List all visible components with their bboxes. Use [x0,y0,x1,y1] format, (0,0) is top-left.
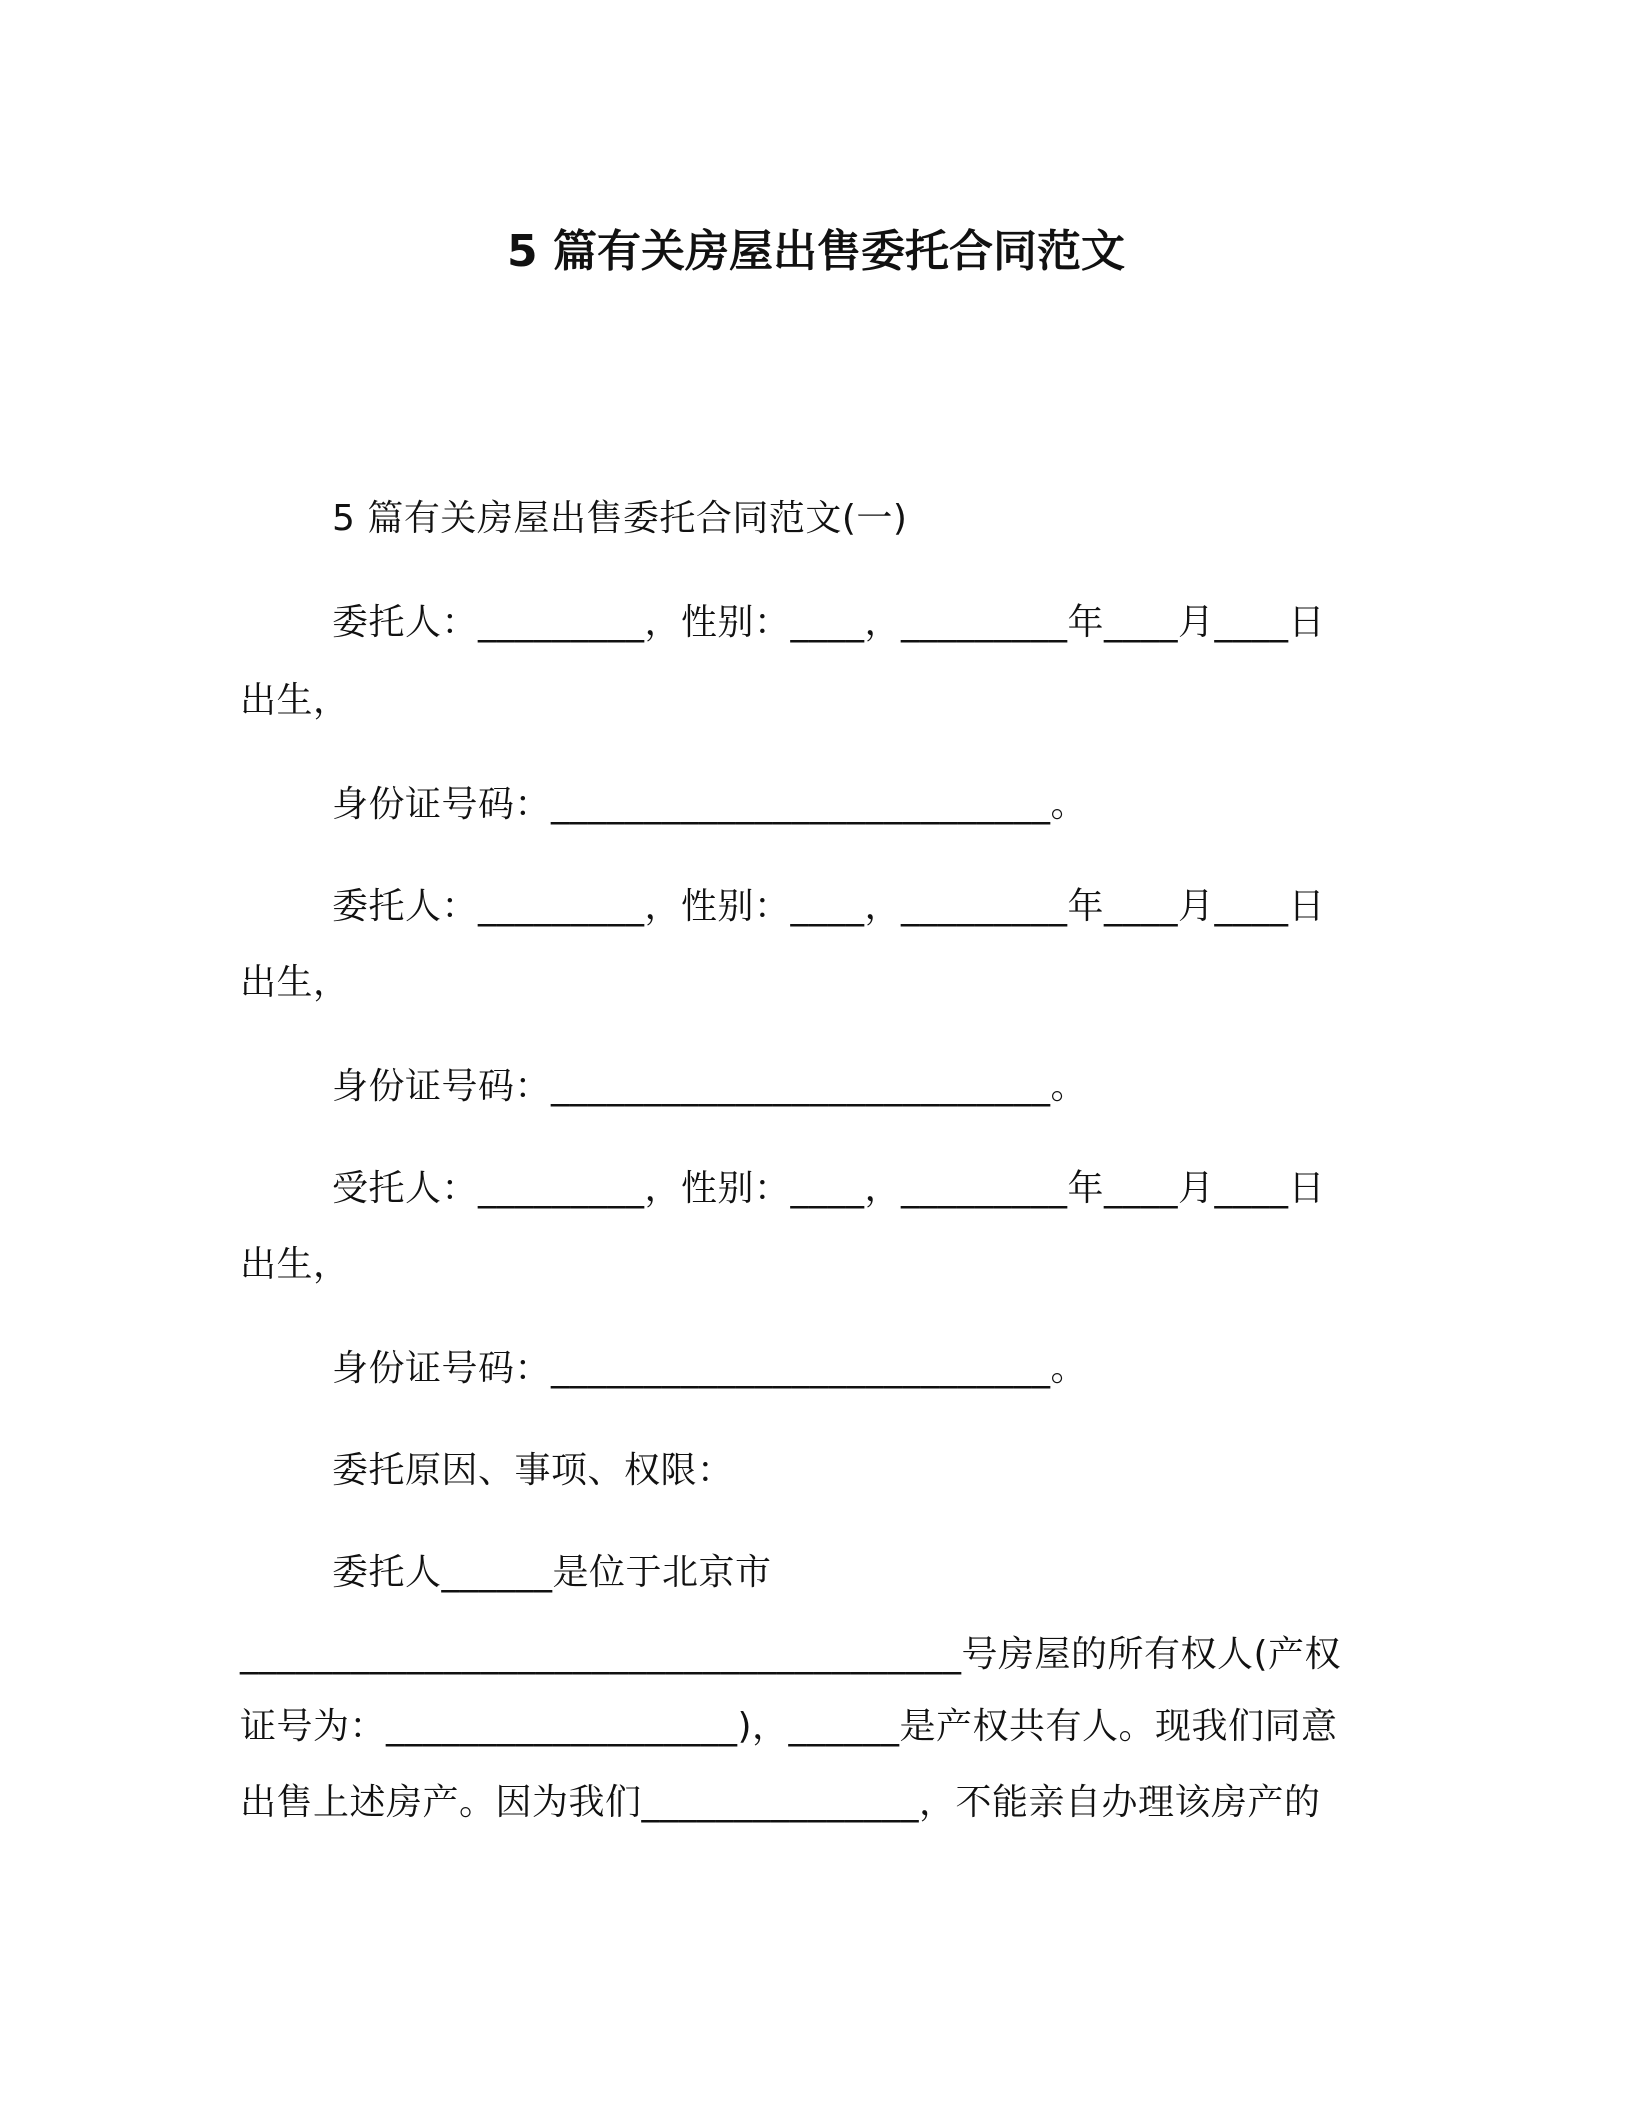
section-heading: 5 篇有关房屋出售委托合同范文(一) [332,498,908,539]
property-line-2: _______________________________________号房屋的所有权人(产权 [240,1634,1342,1675]
agent-id-line: 身份证号码：___________________________。 [332,1348,1088,1389]
principal-2-line: 委托人：_________，性别：____，_________年____月____日 [332,886,1326,927]
principal-2-birth-line: 出生， [240,962,350,1003]
agent-line: 受托人：_________，性别：____，_________年____月____日 [332,1168,1326,1209]
authorization-heading: 委托原因、事项、权限： [332,1450,734,1491]
principal-1-id-line: 身份证号码：___________________________。 [332,784,1088,825]
document-title: 5 篇有关房屋出售委托合同范文 [507,226,1125,277]
agent-birth-line: 出生， [240,1244,350,1285]
principal-1-line: 委托人：_________，性别：____，_________年____月____日 [332,602,1326,643]
property-line-3: 证号为：___________________)，______是产权共有人。现我们同意 [240,1706,1338,1747]
principal-2-id-line: 身份证号码：___________________________。 [332,1066,1088,1107]
principal-1-birth-line: 出生， [240,680,350,721]
property-line-4: 出售上述房产。因为我们_______________，不能亲自办理该房产的 [240,1782,1321,1823]
property-line-1: 委托人______是位于北京市 [332,1552,772,1593]
